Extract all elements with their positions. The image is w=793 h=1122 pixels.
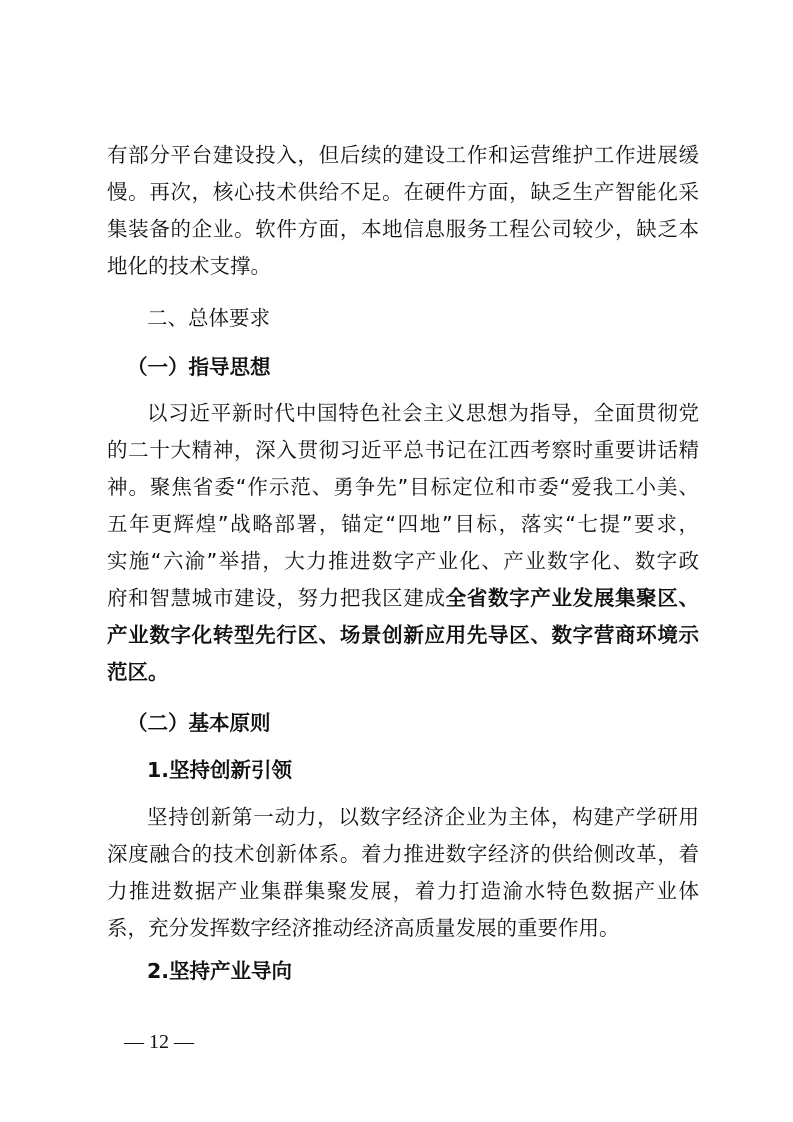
paragraph-2-line-5: 实施“六渝”举措，大力推进数字产业化、产业数字化、数字政 [107,549,699,573]
subsection-1-heading: （一）指导思想 [127,355,271,379]
paragraph-2-line-2: 的二十大精神，深入贯彻习近平总书记在江西考察时重要讲话精 [107,438,699,462]
principle-1-heading: 1.坚持创新引领 [147,758,293,782]
paragraph-2-line-8: 范区。 [107,660,169,684]
paragraph-1-line-3: 集装备的企业。软件方面，本地信息服务工程公司较少，缺乏本 [107,217,699,241]
paragraph-2-line-4: 五年更辉煌”战略部署，锚定“四地”目标，落实“七提”要求， [107,512,699,536]
paragraph-1-line-2: 慢。再次，核心技术供给不足。在硬件方面，缺乏生产智能化采 [107,180,699,204]
paragraph-1-line-1: 有部分平台建设投入，但后续的建设工作和运营维护工作进展缓 [107,143,699,167]
paragraph-1-line-4: 地化的技术支撑。 [107,254,271,278]
subsection-2-heading: （二）基本原则 [127,711,271,735]
paragraph-2-line-6 [107,583,699,613]
paragraph-2-line-1: 以习近平新时代中国特色社会主义思想为指导，全面贯彻党 [147,401,699,425]
paragraph-3-line-4: 系，充分发挥数字经济推动经济高质量发展的重要作用。 [107,916,620,940]
paragraph-2-line-6-normal: 府和智慧城市建设，努力把我区建成 [107,586,446,610]
paragraph-3-line-1: 坚持创新第一动力，以数字经济企业为主体，构建产学研用 [147,805,699,829]
page-number: — 12 — [124,1031,194,1053]
section-2-heading: 二、总体要求 [147,306,270,330]
paragraph-2-line-6-bold: 全省数字产业发展集聚区、 [445,586,700,610]
paragraph-3-line-2: 深度融合的技术创新体系。着力推进数字经济的供给侧改革，着 [107,842,699,866]
paragraph-2-line-3: 神。聚焦省委“作示范、勇争先”目标定位和市委“爱我工小美、 [107,475,699,499]
paragraph-2-line-7: 产业数字化转型先行区、场景创新应用先导区、数字营商环境示 [107,623,699,647]
paragraph-3-line-3: 力推进数据产业集群集聚发展，着力打造渝水特色数据产业体 [107,879,699,903]
principle-2-heading: 2.坚持产业导向 [147,959,293,983]
